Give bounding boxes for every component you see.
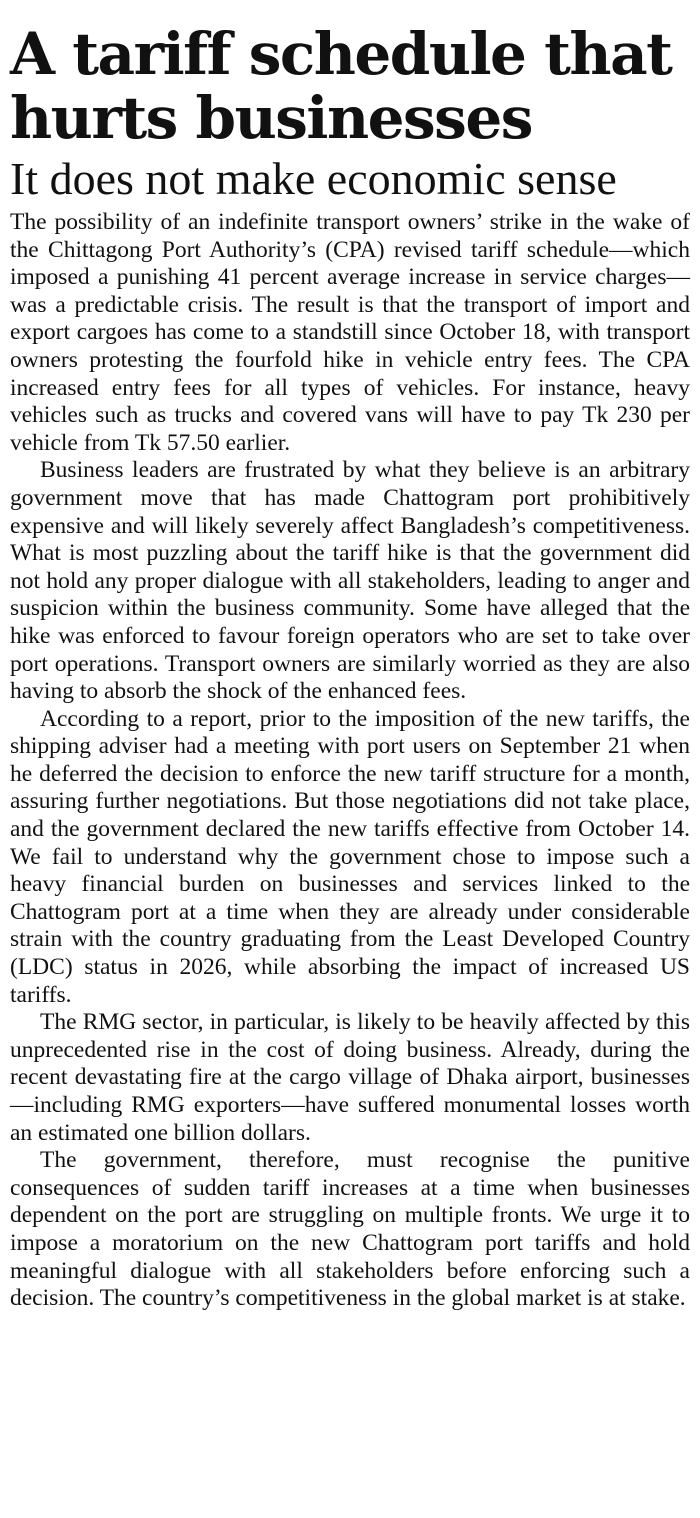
headline: A tariff schedule that hurts businesses xyxy=(10,20,672,152)
paragraph-1: The possibility of an indefinite transport owners’ strike in the wake of the Chittagong Port Authority’s (CPA) revised tariff schedule—which imposed a punishing 41 percent average increase in service charges—was a predictable crisis. The result is that the transport of import and export cargoes has come to a standstill since October 18, with transport owners protesting the fourfold hike in vehicle entry fees. The CPA increased entry fees for all types of vehicles. For instance, heavy vehicles such as trucks and covered vans will have to pay Tk 230 per vehicle from Tk 57.50 earlier. xyxy=(10,209,690,456)
paragraph-4: The RMG sector, in particular, is likely to be heavily affected by this unprecedented rise in the cost of doing business. Already, during the recent devastating fire at the cargo village of Dhaka airport, businesses—including RMG exporters—have suffered monumental losses worth an estimated one billion dollars. xyxy=(10,1009,690,1146)
paragraph-3: According to a report, prior to the imposition of the new tariffs, the shipping adviser had a meeting with port users on September 21 when he deferred the decision to enforce the new tariff structure for a month, assuring further negotiations. But those negotiations did not take place, and the government declared the new tariffs effective from October 14. We fail to understand why the government chose to impose such a heavy financial burden on businesses and services linked to the Chattogram port at a time when they are already under considerable strain with the country graduating from the Least Developed Country (LDC) status in 2026, while absorbing the impact of increased US tariffs. xyxy=(10,705,690,1008)
article-body xyxy=(10,209,690,1313)
paragraph-2: Business leaders are frustrated by what they believe is an arbitrary government move that has made Chattogram port prohibitively expensive and will likely severely affect Bangladesh’s competitiveness. What is most puzzling about the tariff hike is that the government did not hold any proper dialogue with all stakeholders, leading to anger and suspicion within the business community. Some have alleged that the hike was enforced to favour foreign operators who are set to take over port operations. Transport owners are similarly worried as they are also having to absorb the shock of the enhanced fees. xyxy=(10,457,690,705)
editorial-article xyxy=(10,22,690,1313)
paragraph-5: The government, therefore, must recognise the punitive consequences of sudden tariff increases at a time when businesses dependent on the port are struggling on multiple fronts. We urge it to impose a moratorium on the new Chattogram port tariffs and hold meaningful dialogue with all stakeholders before enforcing such a decision. The country’s competitiveness in the global market is at stake. xyxy=(10,1147,690,1312)
subheadline: It does not make economic sense xyxy=(10,153,617,204)
